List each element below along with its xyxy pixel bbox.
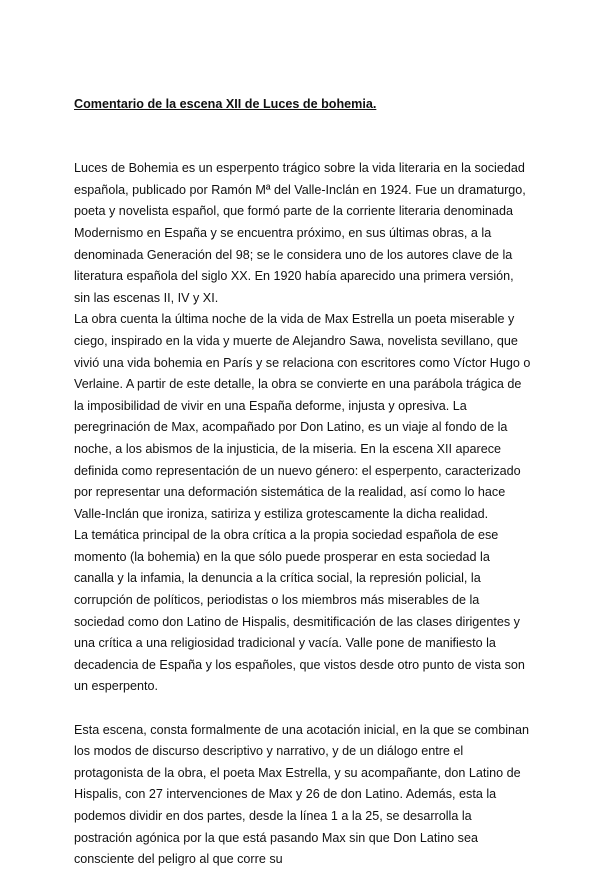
document-body: [74, 94, 532, 871]
document-title: Comentario de la escena XII de Luces de bohemia.: [74, 97, 377, 111]
paragraph-structure: Esta escena, consta formalmente de una acotación inicial, en la que se combinan los modos de discurso descriptivo y narrativo, y de un diálogo entre el protagonista de la obra, el poeta Max Estrella, y su acompañante, don Latino de Hispalis, con 27 intervenciones de Max y 26 de don Latino. Además, esta la podemos dividir en dos partes, desde la línea 1 a la 25, se desarrolla la postración agónica por la que está pasando Max sin que Don Latino sea consciente del peligro al que corre su: [74, 722, 530, 867]
spacer: [74, 137, 532, 159]
paragraph-intro: Luces de Bohemia es un esperpento trágico sobre la vida literaria en la sociedad española, publicado por Ramón Mª del Valle-Inclán en 1924. Fue un dramaturgo, poeta y novelista español, que formó parte de la corriente literaria denominada Modernismo en España y se encuentra próximo, en sus últimas obras, a la denominada Generación del 98; se le considera uno de los autores clave de la literatura española del siglo XX. En 1920 había aparecido una primera versión, sin las escenas II, IV y XI.: [74, 161, 526, 305]
paragraph-plot: La obra cuenta la última noche de la vida de Max Estrella un poeta miserable y ciego, inspirado en la vida y muerte de Alejandro Sawa, novelista sevillano, que vivió una vida bohemia en París y se relaciona con escritores como Víctor Hugo o Verlaine. A partir de este detalle, la obra se convierte en una parábola trágica de la imposibilidad de vivir en una España deforme, injusta y opresiva. La peregrinación de Max, acompañado por Don Latino, es un viaje al fondo de la noche, a los abismos de la injusticia, de la miseria. En la escena XII aparece definida como representación de un nuevo género: el esperpento, caracterizado por representar una deformación sistemática de la realidad, así como lo hace Valle-Inclán que ironiza, satiriza y estiliza grotescamente la dicha realidad.: [74, 312, 531, 521]
paragraph-theme: La temática principal de la obra crítica a la propia sociedad española de ese momento (la bohemia) en la que sólo puede prosperar en esta sociedad la canalla y la infamia, la denuncia a la crítica social, la represión policial, la corrupción de políticos, periodistas o los miembros más miserables de la sociedad como don Latino de Hispalis, desmitificación de las clases dirigentes y una crítica a una religiosidad tradicional y vacía. Valle pone de manifiesto la decadencia de España y los españoles, que vistos desde otro punto de vista son un esperpento.: [74, 528, 525, 694]
spacer: [74, 698, 532, 720]
